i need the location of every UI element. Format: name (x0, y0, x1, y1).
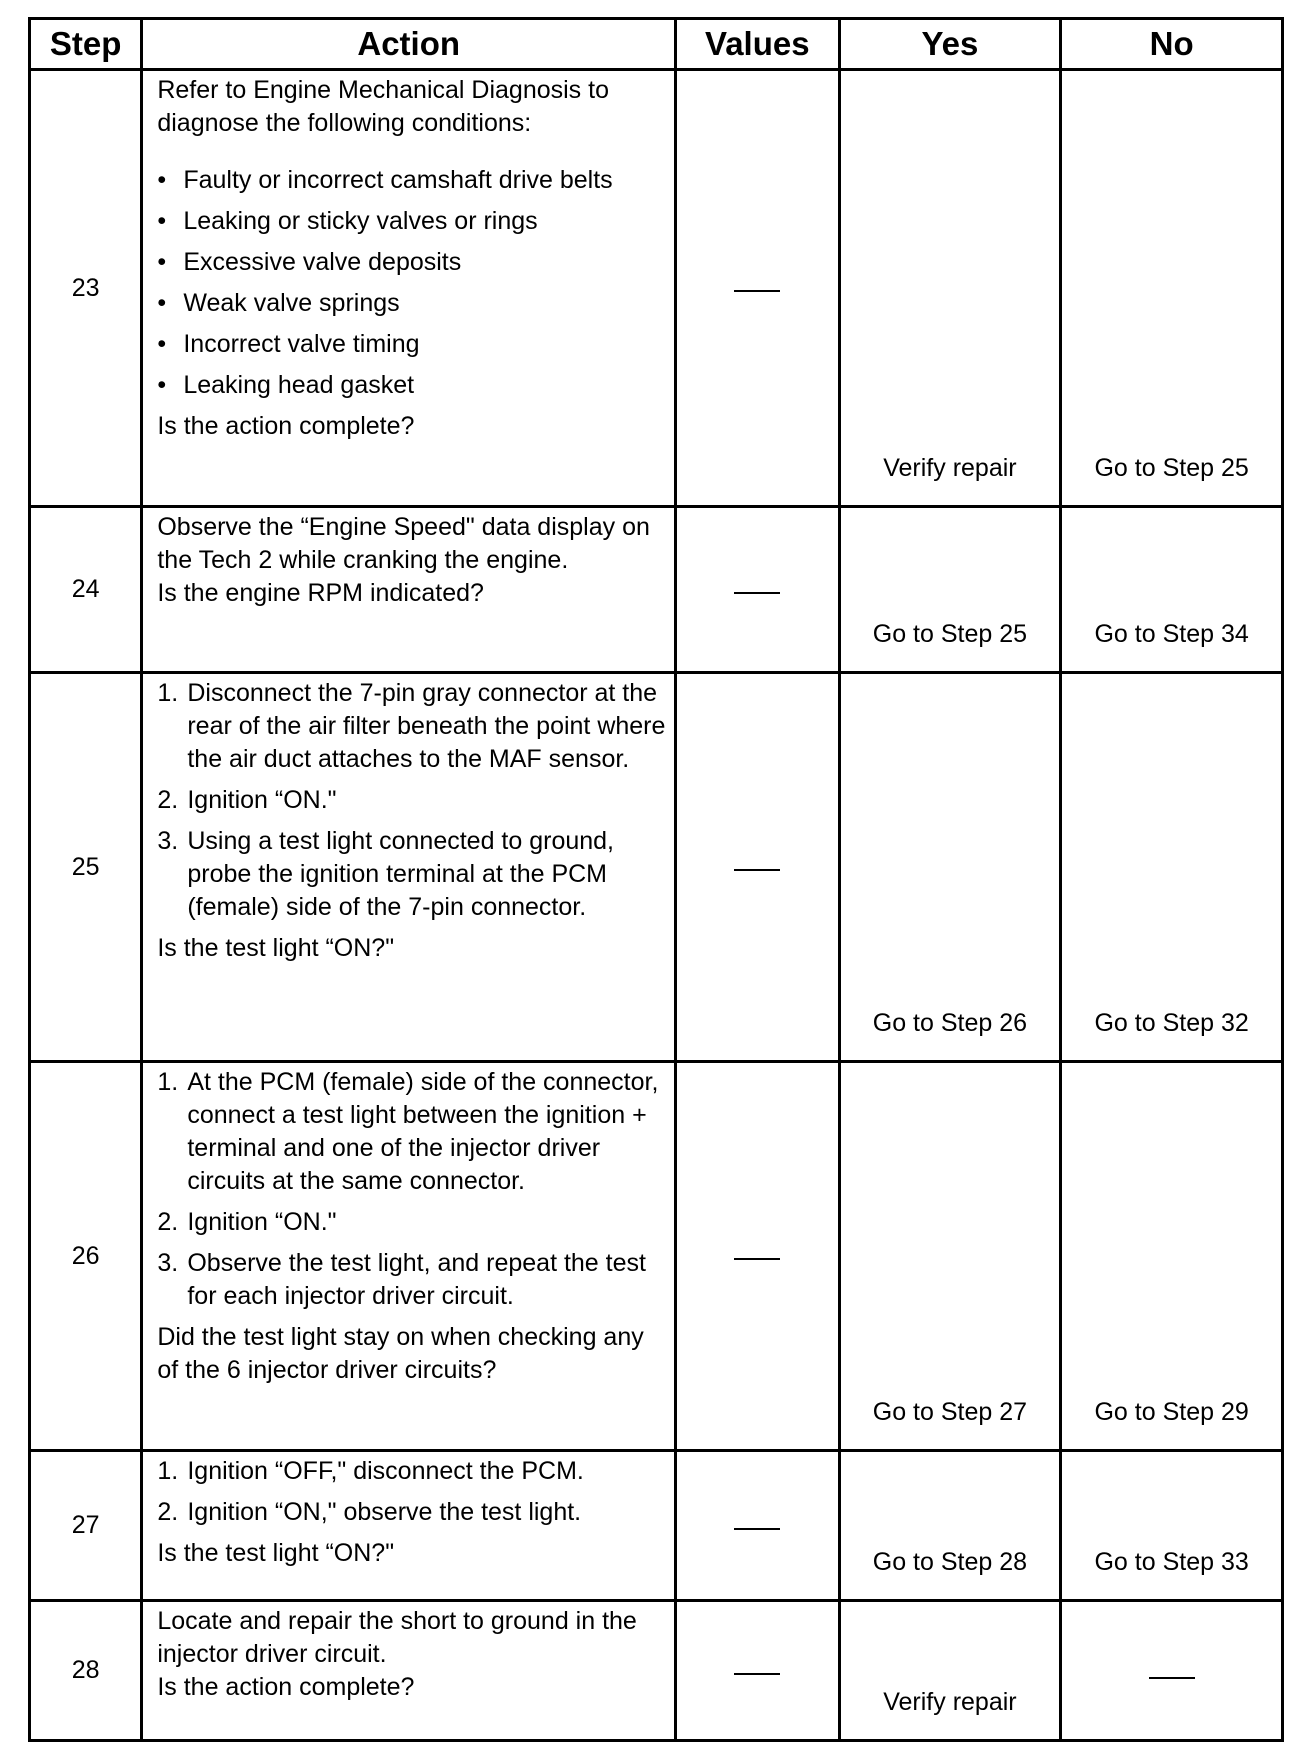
bullet-marker: • (157, 289, 167, 317)
table-row-step-26 (30, 1062, 1283, 1451)
item-number: 2. (157, 1498, 179, 1526)
item-number: 1. (157, 1457, 179, 1485)
empty-value-dash (734, 290, 780, 292)
empty-value-dash (734, 1258, 780, 1260)
numbered-item (157, 1455, 666, 1488)
empty-value-dash (734, 1673, 780, 1675)
action-cell (142, 1451, 676, 1601)
bullet-item (157, 328, 666, 361)
header-no: No (1061, 19, 1283, 70)
empty-value-dash (734, 869, 780, 871)
bullet-item (157, 369, 666, 402)
header-step: Step (30, 19, 142, 70)
action-cell (142, 1062, 676, 1451)
action-cell (142, 507, 676, 673)
yes-cell: Verify repair (839, 70, 1061, 507)
step-number: 28 (30, 1601, 142, 1741)
action-question: Is the action complete? (157, 412, 415, 440)
item-number: 3. (157, 827, 179, 855)
numbered-item (157, 784, 666, 817)
item-text: Disconnect the 7-pin gray connector at the rear of the air filter beneath the point where the air duct attaches to the MAF sensor. (187, 679, 666, 773)
item-text: Observe the test light, and repeat the test for each injector driver circuit. (187, 1249, 646, 1310)
numbered-item (157, 825, 666, 924)
empty-value-dash (734, 592, 780, 594)
header-row (30, 19, 1283, 70)
action-question: Is the test light “ON?" (157, 1539, 395, 1567)
header-values: Values (676, 19, 840, 70)
table-row-step-27 (30, 1451, 1283, 1601)
action-intro: Locate and repair the short to ground in the injector driver circuit. (157, 1607, 637, 1668)
numbered-item (157, 1066, 666, 1198)
bullet-text: Leaking head gasket (183, 371, 415, 399)
step-number: 25 (30, 673, 142, 1062)
yes-cell: Go to Step 27 (839, 1062, 1061, 1451)
item-text: Ignition “ON." (187, 786, 337, 814)
values-cell (676, 1062, 840, 1451)
table-row-step-24 (30, 507, 1283, 673)
yes-cell: Go to Step 28 (839, 1451, 1061, 1601)
item-number: 1. (157, 679, 179, 707)
table-row-step-23 (30, 70, 1283, 507)
item-number: 2. (157, 1208, 179, 1236)
bullet-item (157, 246, 666, 279)
item-number: 3. (157, 1249, 179, 1277)
values-cell (676, 1601, 840, 1741)
no-cell: Go to Step 32 (1061, 673, 1283, 1062)
step-number: 27 (30, 1451, 142, 1601)
step-number: 26 (30, 1062, 142, 1451)
action-intro: Observe the “Engine Speed" data display on the Tech 2 while cranking the engine. (157, 513, 650, 574)
bullet-marker: • (157, 371, 167, 399)
bullet-item (157, 164, 666, 197)
step-number: 23 (30, 70, 142, 507)
action-question: Is the engine RPM indicated? (157, 579, 484, 607)
header-yes: Yes (839, 19, 1061, 70)
bullet-text: Weak valve springs (183, 289, 400, 317)
action-question: Did the test light stay on when checking any of the 6 injector driver circuits? (157, 1323, 644, 1384)
bullet-text: Excessive valve deposits (183, 248, 462, 276)
item-text: Ignition “OFF," disconnect the PCM. (187, 1457, 584, 1485)
action-cell (142, 673, 676, 1062)
bullet-marker: • (157, 248, 167, 276)
bullet-marker: • (157, 166, 167, 194)
bullet-text: Leaking or sticky valves or rings (183, 207, 538, 235)
no-cell: Go to Step 29 (1061, 1062, 1283, 1451)
values-cell (676, 673, 840, 1062)
no-cell (1061, 1601, 1283, 1741)
no-cell: Go to Step 33 (1061, 1451, 1283, 1601)
diagnostic-table (28, 17, 1284, 1742)
values-cell (676, 1451, 840, 1601)
table-row-step-28 (30, 1601, 1283, 1741)
values-cell (676, 70, 840, 507)
bullet-marker: • (157, 330, 167, 358)
item-text: Ignition “ON," observe the test light. (187, 1498, 582, 1526)
yes-cell: Go to Step 25 (839, 507, 1061, 673)
values-cell (676, 507, 840, 673)
bullet-item (157, 287, 666, 320)
action-question: Is the test light “ON?" (157, 934, 395, 962)
table-row-step-25 (30, 673, 1283, 1062)
yes-cell: Verify repair (839, 1601, 1061, 1741)
item-number: 2. (157, 786, 179, 814)
empty-value-dash (1149, 1677, 1195, 1679)
item-text: Using a test light connected to ground, probe the ignition terminal at the PCM (female) side of the 7-pin connector. (187, 827, 615, 921)
numbered-item (157, 1206, 666, 1239)
bullet-text: Faulty or incorrect camshaft drive belts (183, 166, 613, 194)
header-action: Action (142, 19, 676, 70)
action-question: Is the action complete? (157, 1673, 415, 1701)
no-cell: Go to Step 34 (1061, 507, 1283, 673)
action-cell (142, 1601, 676, 1741)
action-cell (142, 70, 676, 507)
numbered-item (157, 1247, 666, 1313)
bullet-item (157, 205, 666, 238)
action-intro: Refer to Engine Mechanical Diagnosis to diagnose the following conditions: (157, 76, 609, 137)
no-cell: Go to Step 25 (1061, 70, 1283, 507)
bullet-text: Incorrect valve timing (183, 330, 420, 358)
item-text: Ignition “ON." (187, 1208, 337, 1236)
item-number: 1. (157, 1068, 179, 1096)
step-number: 24 (30, 507, 142, 673)
empty-value-dash (734, 1528, 780, 1530)
bullet-marker: • (157, 207, 167, 235)
numbered-item (157, 677, 666, 776)
yes-cell: Go to Step 26 (839, 673, 1061, 1062)
item-text: At the PCM (female) side of the connector, connect a test light between the ignition + terminal and one of the injector driver circuits at the same connector. (187, 1068, 659, 1195)
numbered-item (157, 1496, 666, 1529)
